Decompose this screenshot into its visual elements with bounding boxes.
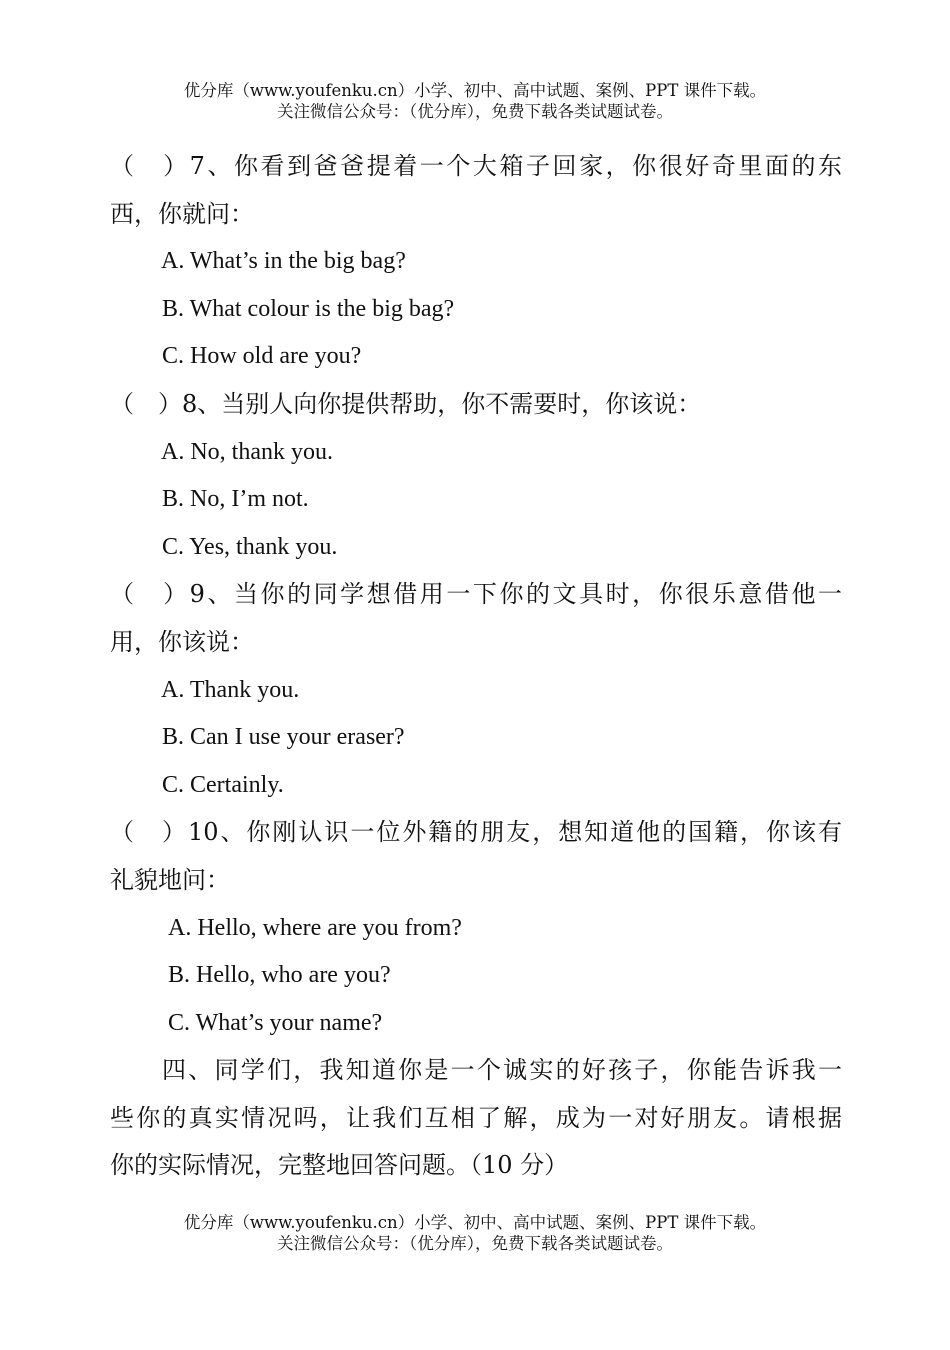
- question-10-prompt-line-1: （ ）10、你刚认识一位外籍的朋友，想知道他的国籍，你该有: [110, 818, 842, 847]
- question-8-option-b: B. No, I’m not.: [162, 486, 309, 513]
- section-4-line-3: 你的实际情况，完整地回答问题。（10 分）: [110, 1151, 569, 1180]
- header-line-1: 优分库（www.youfenku.cn）小学、初中、高中试题、案例、PPT 课件下载。: [183, 81, 767, 100]
- question-8-prompt-line-1: （ ）8、当别人向你提供帮助，你不需要时，你该说：: [110, 389, 702, 418]
- question-8-option-c: C. Yes, thank you.: [162, 533, 338, 560]
- question-7-option-a: A. What’s in the big bag?: [161, 248, 406, 275]
- page-footer: [0, 1212, 950, 1254]
- header-line-2: 关注微信公众号：（优分库），免费下载各类试题试卷。: [277, 102, 673, 121]
- question-9-option-b: B. Can I use your eraser?: [162, 724, 405, 751]
- question-7-option-c: C. How old are you?: [162, 343, 362, 370]
- question-10-option-b: B. Hello, who are you?: [168, 962, 391, 989]
- section-4-line-1: 四、同学们，我知道你是一个诚实的好孩子，你能告诉我一: [162, 1056, 842, 1085]
- question-7-prompt-line-1: （ ）7、你看到爸爸提着一个大箱子回家，你很好奇里面的东: [110, 152, 842, 180]
- footer-line-2: 关注微信公众号：（优分库），免费下载各类试题试卷。: [277, 1234, 673, 1253]
- question-10-prompt-line-2: 礼貌地问：: [110, 865, 230, 894]
- question-9-prompt-line-2: 用，你该说：: [110, 627, 254, 656]
- question-10-option-a: A. Hello, where are you from?: [168, 914, 462, 941]
- page-header: [0, 80, 950, 122]
- question-9-option-a: A. Thank you.: [161, 676, 300, 703]
- question-9-option-c: C. Certainly.: [162, 771, 284, 798]
- question-9-prompt-line-1: （ ）9、当你的同学想借用一下你的文具时，你很乐意借他一: [110, 580, 842, 609]
- document-body: [110, 143, 842, 1190]
- footer-line-1: 优分库（www.youfenku.cn）小学、初中、高中试题、案例、PPT 课件下载。: [183, 1213, 767, 1232]
- question-7-prompt-line-2: 西，你就问：: [110, 199, 254, 228]
- question-7-option-b: B. What colour is the big bag?: [162, 295, 455, 322]
- question-10-option-c: C. What’s your name?: [168, 1009, 383, 1036]
- section-4-line-2: 些你的真实情况吗，让我们互相了解，成为一对好朋友。请根据: [110, 1103, 842, 1132]
- question-8-option-a: A. No, thank you.: [161, 438, 333, 465]
